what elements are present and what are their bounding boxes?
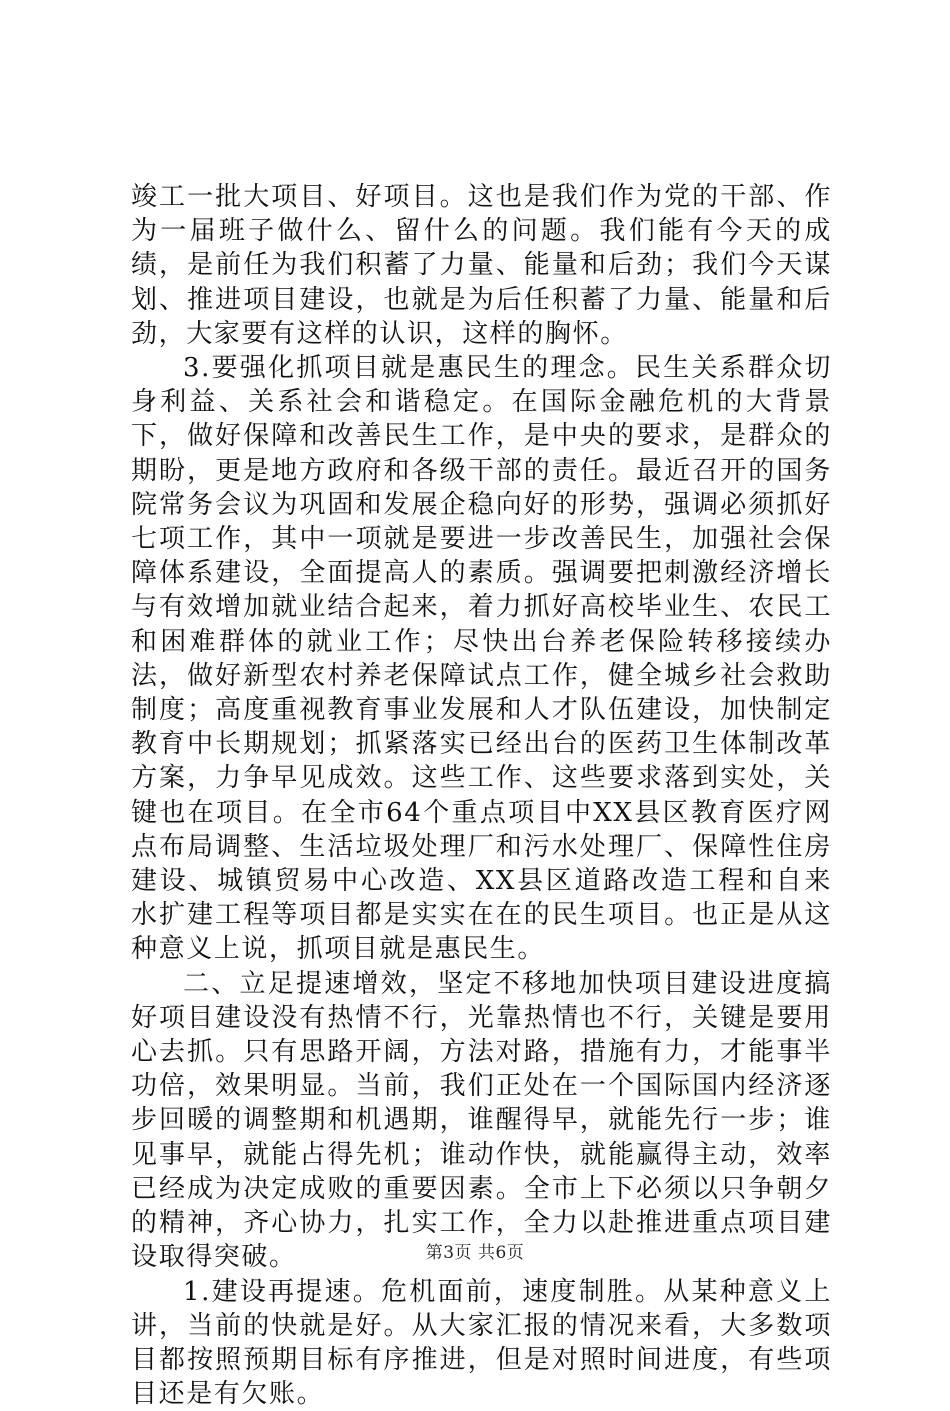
paragraph-continued: 竣工一批大项目、好项目。这也是我们作为党的干部、作为一届班子做什么、留什么的问题。我们能有今天的成绩，是前任为我们积蓄了力量、能量和后劲；我们今天谋划、推进项目建设，也就是为后任积蓄了力量、能量和后劲，大家要有这样的认识，这样的胸怀。: [131, 180, 832, 351]
paragraph-speed-up: 1.建设再提速。危机面前，速度制胜。从某种意义上讲，当前的快就是好。从大家汇报的情况来看，大多数项目都按照预期目标有序推进，但是对照时间进度，有些项目还是有欠账。: [131, 1275, 832, 1411]
document-body: [131, 180, 832, 1411]
paragraph-section-two: 二、立足提速增效，坚定不移地加快项目建设进度搞好项目建设没有热情不行，光靠热情也不行，关键是要用心去抓。只有思路开阔，方法对路，措施有力，才能事半功倍，效果明显。当前，我们正处在一个国际国内经济逐步回暖的调整期和机遇期，谁醒得早，就能先行一步；谁见事早，就能占得先机；谁动作快，就能赢得主动，效率已经成为决定成败的重要因素。全市上下必须以只争朝夕的精神，齐心协力，扎实工作，全力以赴推进重点项目建设取得突破。: [131, 967, 832, 1275]
page-footer: 第3页 共6页: [0, 1242, 950, 1264]
paragraph-people-livelihood: 3.要强化抓项目就是惠民生的理念。民生关系群众切身利益、关系社会和谐稳定。在国际金融危机的大背景下，做好保障和改善民生工作，是中央的要求，是群众的期盼，更是地方政府和各级干部的责任。最近召开的国务院常务会议为巩固和发展企稳向好的形势，强调必须抓好七项工作，其中一项就是要进一步改善民生，加强社会保障体系建设，全面提高人的素质。强调要把刺激经济增长与有效增加就业结合起来，着力抓好高校毕业生、农民工和困难群体的就业工作；尽快出台养老保险转移接续办法，做好新型农村养老保障试点工作，健全城乡社会救助制度；高度重视教育事业发展和人才队伍建设，加快制定教育中长期规划；抓紧落实已经出台的医药卫生体制改革方案，力争早见成效。这些工作、这些要求落到实处，关键也在项目。在全市64个重点项目中XX县区教育医疗网点布局调整、生活垃圾处理厂和污水处理厂、保障性住房建设、城镇贸易中心改造、XX县区道路改造工程和自来水扩建工程等项目都是实实在在的民生项目。也正是从这种意义上说，抓项目就是惠民生。: [131, 351, 832, 967]
